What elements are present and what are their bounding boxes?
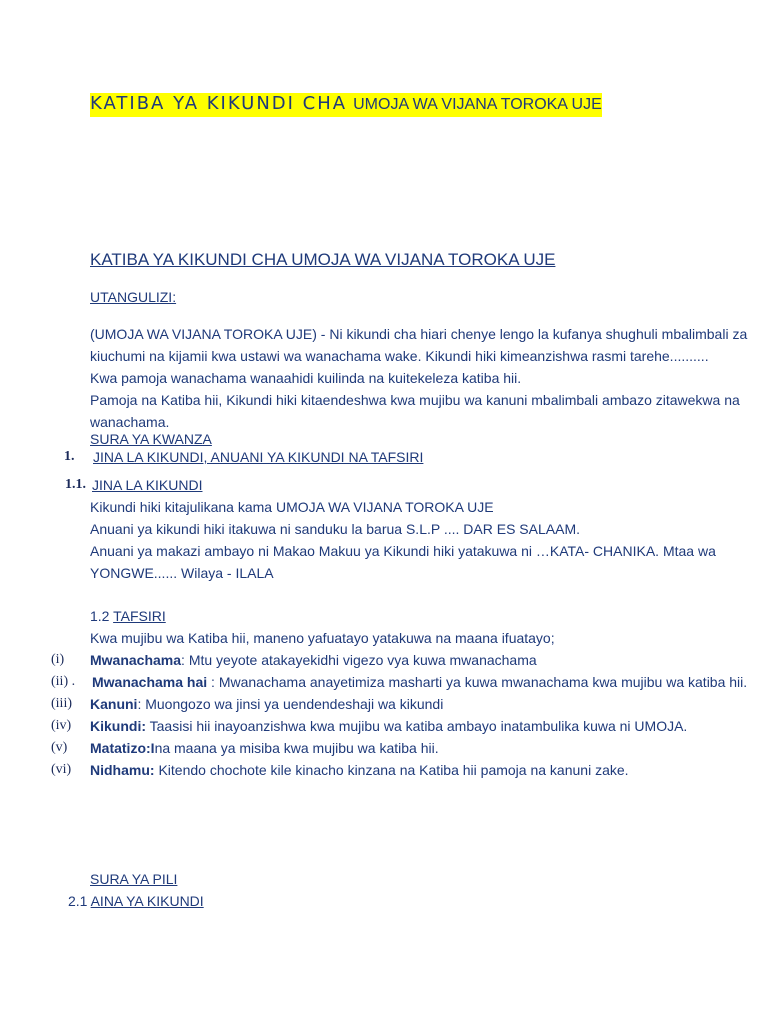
section-number: 1. [64, 449, 75, 464]
document-title-banner [90, 93, 602, 117]
definition-text: Kitendo chochote kile kinacho kinzana na Katiba hii pamoja na kanuni zake. [154, 762, 629, 778]
definition-term: Kikundi: [90, 718, 146, 734]
definition-number: (iii) [51, 696, 72, 711]
definition-item [90, 695, 443, 713]
definition-item [92, 673, 747, 691]
subsection-line: Anuani ya makazi ambayo ni Makao Makuu ya Kikundi hiki yatakuwa ni …KATA- CHANIKA. Mtaa wa [90, 543, 716, 559]
section-title: JINA LA KIKUNDI, ANUANI YA KIKUNDI NA TAFSIRI [93, 449, 424, 465]
definition-term: Mwanachama [90, 652, 182, 668]
tafsiri-title: TAFSIRI [113, 608, 166, 624]
utangulizi-line: Pamoja na Katiba hii, Kikundi hiki kitaendeshwa kwa mujibu wa kanuni mbalimbali ambazo zitawekwa na [90, 392, 740, 408]
definition-term: Matatizo:I [90, 740, 155, 756]
sura-ya-pili-label: SURA YA PILI [90, 871, 178, 887]
utangulizi-line: Kwa pamoja wanachama wanaahidi kuilinda na kuitekeleza katiba hii. [90, 370, 522, 386]
tafsiri-heading [90, 607, 166, 625]
subsection-line: Kikundi hiki kitajulikana kama UMOJA WA VIJANA TOROKA UJE [90, 499, 494, 515]
section-heading [68, 892, 204, 910]
definition-term: Nidhamu: [90, 762, 155, 778]
definition-number: (ii) . [51, 674, 76, 689]
definition-term: Kanuni [90, 696, 138, 712]
tafsiri-number: 1.2 [90, 608, 110, 624]
subsection-line: Anuani ya kikundi hiki itakuwa ni sanduku la barua S.L.P .... DAR ES SALAAM. [90, 521, 580, 537]
section-title: AINA YA KIKUNDI [90, 893, 204, 909]
definition-text: : Muongozo wa jinsi ya uendendeshaji wa kikundi [137, 696, 444, 712]
definition-item [90, 717, 687, 735]
subsection-title: JINA LA KIKUNDI [92, 477, 203, 493]
utangulizi-line: (UMOJA WA VIJANA TOROKA UJE) - Ni kikundi cha hiari chenye lengo la kufanya shughuli mbalimbali za [90, 326, 748, 342]
main-heading: KATIBA YA KIKUNDI CHA UMOJA WA VIJANA TOROKA UJE [90, 250, 556, 269]
sura-ya-kwanza-label: SURA YA KWANZA [90, 431, 212, 447]
definition-number: (iv) [51, 718, 72, 733]
definition-text: : Mtu yeyote atakayekidhi vigezo vya kuwa mwanachama [181, 652, 537, 668]
definition-term: Mwanachama hai [92, 674, 208, 690]
definition-text: na maana ya misiba kwa mujibu wa katiba hii. [154, 740, 439, 756]
definition-number: (v) [51, 740, 68, 755]
tafsiri-intro: Kwa mujibu wa Katiba hii, maneno yafuatayo yatakuwa na maana ifuatayo; [90, 630, 555, 646]
subsection-line: YONGWE...... Wilaya - ILALA [90, 565, 274, 581]
definition-item [90, 739, 439, 757]
title-part-2: UMOJA WA VIJANA TOROKA UJE [353, 96, 602, 113]
utangulizi-line: wanachama. [90, 414, 170, 430]
definition-text: Taasisi hii inayoanzishwa kwa mujibu wa katiba ambayo inatambulika kuwa ni UMOJA. [146, 718, 688, 734]
title-part-1: KATIBA YA KIKUNDI CHA [90, 93, 348, 114]
definition-number: (i) [51, 652, 65, 667]
definition-number: (vi) [51, 762, 72, 777]
definition-text: : Mwanachama anayetimiza masharti ya kuwa mwanachama kwa mujibu wa katiba hii. [207, 674, 748, 690]
definition-item [90, 651, 537, 669]
subsection-number: 1.1. [65, 477, 86, 492]
definition-item [90, 761, 629, 779]
section-number: 2.1 [68, 893, 88, 909]
utangulizi-line: kiuchumi na kijamii kwa ustawi wa wanachama wake. Kikundi hiki kimeanzishwa rasmi tarehe.......... [90, 348, 709, 364]
utangulizi-label: UTANGULIZI: [90, 289, 177, 305]
